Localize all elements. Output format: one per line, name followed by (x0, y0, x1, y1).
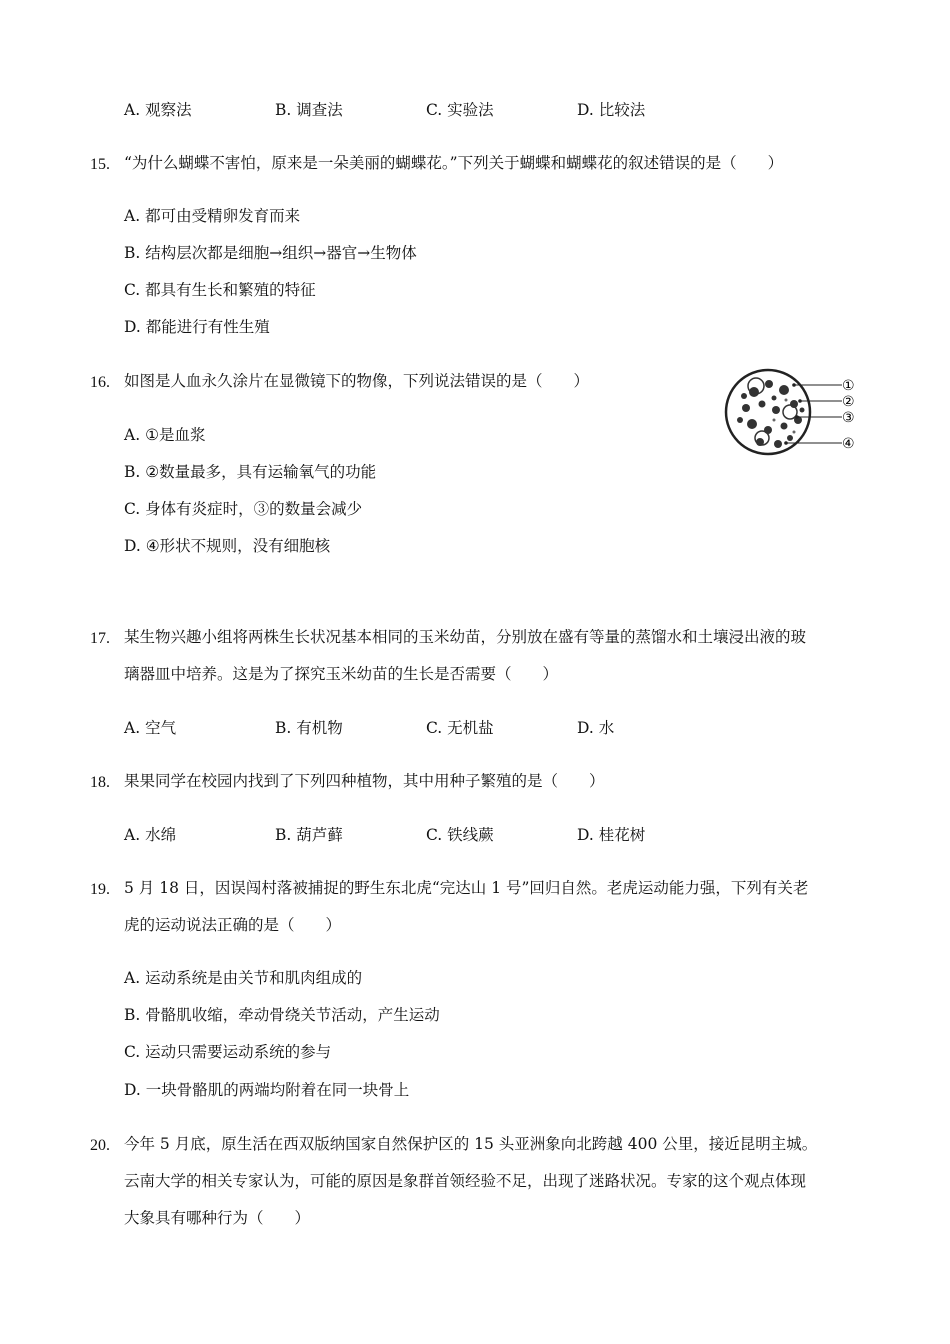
blood-smear-figure (724, 360, 864, 460)
question-stem-line: 大象具有哪种行为（ ） (124, 1209, 311, 1227)
question-stem: 如图是人血永久涂片在显微镜下的物像，下列说法错误的是（ ） (124, 372, 590, 390)
option-letter: D. (124, 537, 141, 555)
q17-option-c[interactable] (426, 718, 494, 738)
q15-option-b[interactable] (124, 243, 417, 263)
option-text: 铁线蕨 (447, 826, 494, 844)
option-letter: D. (577, 101, 594, 119)
option-letter: B. (124, 463, 141, 481)
option-letter: C. (124, 281, 141, 299)
q18-option-c[interactable] (426, 825, 494, 845)
option-letter: B. (275, 101, 292, 119)
q16-option-a[interactable] (124, 425, 205, 445)
option-letter: B. (124, 244, 141, 262)
question-number: 15. (90, 156, 110, 173)
option-text: ①是血浆 (145, 426, 206, 444)
q14-option-c[interactable] (426, 100, 494, 120)
option-text: 比较法 (598, 101, 646, 119)
option-text: 骨骼肌收缩，牵动骨绕关节活动，产生运动 (145, 1006, 440, 1024)
option-letter: C. (124, 1043, 141, 1061)
q15-option-a[interactable] (124, 206, 300, 226)
option-text: ②数量最多，具有运输氧气的功能 (145, 463, 377, 481)
q18-option-b[interactable] (275, 825, 343, 845)
option-text: 调查法 (296, 101, 343, 119)
q18-option-a[interactable] (124, 825, 176, 845)
option-text: 都具有生长和繁殖的特征 (145, 281, 316, 299)
question-stem: “为什么蝴蝶不害怕，原来是一朵美丽的蝴蝶花。”下列关于蝴蝶和蝴蝶花的叙述错误的是（ ） (124, 154, 784, 172)
option-text: 空气 (145, 719, 177, 737)
option-text: 身体有炎症时，③的数量会减少 (145, 500, 363, 518)
option-text: 结构层次都是细胞→组织→器官→生物体 (145, 244, 417, 262)
question-number: 17. (90, 630, 110, 647)
option-letter: C. (124, 500, 141, 518)
option-text: 一块骨骼肌的两端均附着在同一块骨上 (145, 1081, 410, 1099)
option-text: 葫芦藓 (296, 826, 343, 844)
option-letter: A. (124, 101, 141, 119)
option-letter: B. (124, 1006, 141, 1024)
question-stem-line: 虎的运动说法正确的是（ ） (124, 916, 342, 934)
option-text: 都能进行有性生殖 (145, 318, 270, 336)
option-text: 无机盐 (447, 719, 494, 737)
q15-option-c[interactable] (124, 280, 316, 300)
question-stem-line: 5 月 18 日，因误闯村落被捕捉的野生东北虎“完达山 1 号”回归自然。老虎运动能力强，下列有关老 (124, 879, 809, 897)
question-number: 16. (90, 374, 110, 391)
option-letter: A. (124, 719, 141, 737)
option-text: 观察法 (145, 101, 192, 119)
option-text: 水 (598, 719, 615, 737)
option-letter: A. (124, 207, 141, 225)
option-letter: B. (275, 719, 292, 737)
q16-option-d[interactable] (124, 536, 330, 556)
figure-label-1: ① (842, 378, 855, 394)
question-stem-line: 今年 5 月底，原生活在西双版纳国家自然保护区的 15 头亚洲象向北跨越 400 公里，接近昆明主城。 (124, 1135, 818, 1153)
q17-option-b[interactable] (275, 718, 343, 738)
q16-option-b[interactable] (124, 462, 376, 482)
option-text: 运动只需要运动系统的参与 (145, 1043, 332, 1061)
q17-option-a[interactable] (124, 718, 176, 738)
option-text: 实验法 (447, 101, 494, 119)
option-text: 运动系统是由关节和肌肉组成的 (145, 969, 363, 987)
option-letter: A. (124, 969, 141, 987)
option-text: 有机物 (296, 719, 343, 737)
q14-option-a[interactable] (124, 100, 192, 120)
option-letter: D. (124, 318, 141, 336)
question-number: 19. (90, 881, 110, 898)
q18-option-d[interactable] (577, 825, 645, 845)
q16-option-c[interactable] (124, 499, 362, 519)
option-letter: A. (124, 826, 141, 844)
option-text: 水绵 (145, 826, 177, 844)
option-letter: C. (426, 826, 443, 844)
figure-label-2: ② (842, 394, 855, 410)
option-letter: A. (124, 426, 141, 444)
q14-option-d[interactable] (577, 100, 645, 120)
option-letter: D. (124, 1081, 141, 1099)
option-text: 桂花树 (598, 826, 646, 844)
q15-option-d[interactable] (124, 317, 270, 337)
question-stem: 果果同学在校园内找到了下列四种植物，其中用种子繁殖的是（ ） (124, 772, 605, 790)
question-stem-line: 璃器皿中培养。这是为了探究玉米幼苗的生长是否需要（ ） (124, 665, 559, 683)
option-letter: D. (577, 719, 594, 737)
option-letter: C. (426, 101, 443, 119)
q19-option-d[interactable] (124, 1080, 409, 1100)
question-stem-line: 某生物兴趣小组将两株生长状况基本相同的玉米幼苗，分别放在盛有等量的蒸馏水和土壤浸出液的玻 (124, 628, 807, 646)
q19-option-a[interactable] (124, 968, 362, 988)
option-text: 都可由受精卵发育而来 (145, 207, 301, 225)
q14-option-b[interactable] (275, 100, 343, 120)
question-stem-line: 云南大学的相关专家认为，可能的原因是象群首领经验不足，出现了迷路状况。专家的这个观点体现 (124, 1172, 807, 1190)
question-number: 20. (90, 1137, 110, 1154)
question-number: 18. (90, 774, 110, 791)
option-letter: D. (577, 826, 594, 844)
option-letter: B. (275, 826, 292, 844)
figure-label-3: ③ (842, 410, 855, 426)
q19-option-c[interactable] (124, 1042, 331, 1062)
q17-option-d[interactable] (577, 718, 614, 738)
figure-label-4: ④ (842, 436, 855, 452)
option-letter: C. (426, 719, 443, 737)
q19-option-b[interactable] (124, 1005, 440, 1025)
option-text: ④形状不规则，没有细胞核 (145, 537, 331, 555)
